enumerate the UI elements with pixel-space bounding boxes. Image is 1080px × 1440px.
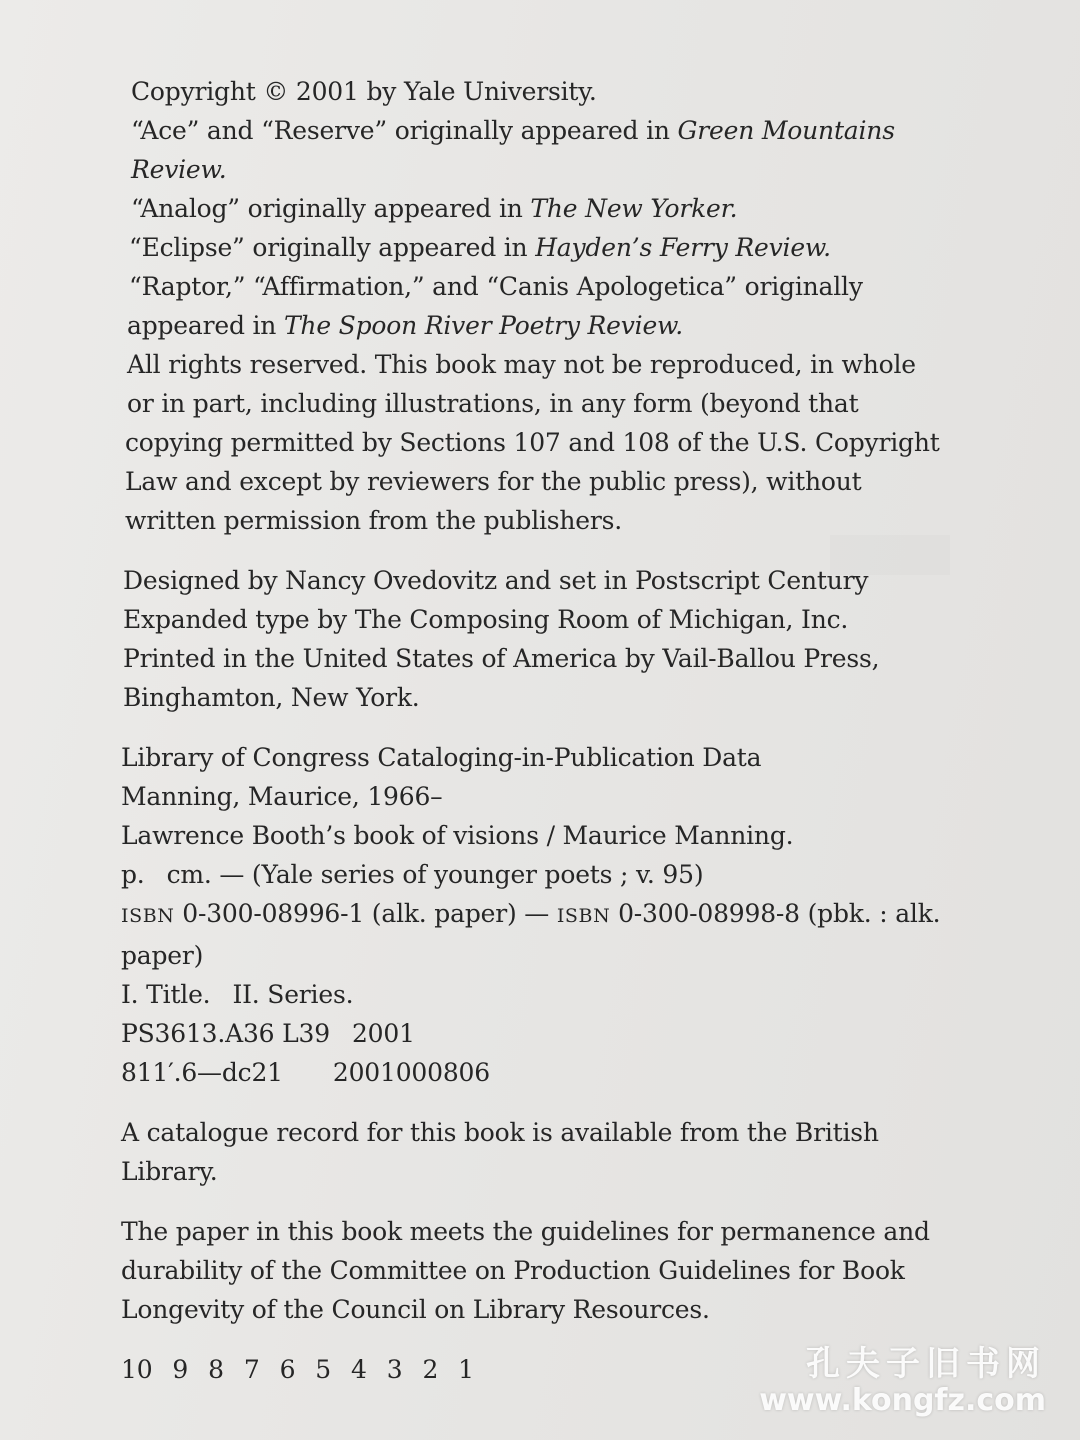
journal-green-mountains-cont: Review. bbox=[131, 155, 227, 184]
spacer bbox=[119, 1092, 919, 1113]
paper-line: Longevity of the Council on Library Resources. bbox=[121, 1295, 710, 1324]
printing-number: 4 bbox=[351, 1355, 367, 1384]
printing-number: 5 bbox=[315, 1355, 332, 1384]
paper-line: durability of the Committee on Production Guidelines for Book bbox=[121, 1256, 905, 1285]
cip-author: Manning, Maurice, 1966– bbox=[121, 782, 443, 811]
cip-lc-call: PS3613.A36 L39 2001 bbox=[121, 1019, 415, 1048]
printing-number: 3 bbox=[386, 1355, 403, 1384]
design-line: Binghamton, New York. bbox=[123, 683, 420, 712]
printing-number: 1 bbox=[458, 1355, 474, 1384]
analog-credit: “Analog” originally appeared in The New Yorker. bbox=[131, 194, 738, 223]
rights-line: All rights reserved. This book may not be reproduced, in whole bbox=[127, 350, 916, 379]
cip-dewey: 811′.6—dc21 2001000806 bbox=[121, 1058, 490, 1087]
copyright-line: Copyright © 2001 by Yale University. bbox=[131, 77, 597, 106]
design-line: Expanded type by The Composing Room of Michigan, Inc. bbox=[123, 605, 849, 634]
rights-line: Law and except by reviewers for the public press), without bbox=[125, 467, 862, 496]
ace-reserve-credit: “Ace” and “Reserve” originally appeared in Green Mountains bbox=[131, 116, 895, 145]
rights-line: written permission from the publishers. bbox=[125, 506, 623, 535]
printing-number: 10 bbox=[121, 1355, 153, 1384]
journal-green-mountains: Green Mountains bbox=[677, 116, 895, 145]
eclipse-credit: “Eclipse” originally appeared in Hayden’s Ferry Review. bbox=[129, 233, 831, 262]
cip-isbn-cont: paper) bbox=[121, 941, 204, 970]
cip-subjects: I. Title. II. Series. bbox=[121, 980, 354, 1009]
printing-number: 7 bbox=[243, 1355, 260, 1384]
paper-line: The paper in this book meets the guidelines for permanence and bbox=[121, 1217, 930, 1246]
spacer bbox=[119, 1191, 919, 1212]
spacer bbox=[119, 717, 919, 738]
printing-number: 2 bbox=[422, 1355, 439, 1384]
printing-number: 6 bbox=[279, 1355, 296, 1384]
british-library-line: Library. bbox=[121, 1157, 218, 1186]
journal-new-yorker: The New Yorker. bbox=[530, 194, 738, 223]
printing-number: 8 bbox=[208, 1355, 224, 1384]
watermark bbox=[759, 1336, 1046, 1418]
cip-title: Lawrence Booth’s book of visions / Maurice Manning. bbox=[121, 821, 794, 850]
design-line: Designed by Nancy Ovedovitz and set in Postscript Century bbox=[123, 566, 869, 595]
spacer bbox=[119, 540, 919, 561]
watermark-title: 孔夫子旧书网 bbox=[806, 1344, 1046, 1384]
rights-line: or in part, including illustrations, in any form (beyond that bbox=[127, 389, 859, 418]
journal-spoon-river: The Spoon River Poetry Review. bbox=[283, 311, 684, 340]
cip-isbn: ISBN 0-300-08996-1 (alk. paper) — ISBN 0-300-08998-8 (pbk. : alk. bbox=[121, 899, 941, 928]
design-line: Printed in the United States of America by Vail-Ballou Press, bbox=[123, 644, 880, 673]
raptor-credit: “Raptor,” “Affirmation,” and “Canis Apologetica” originally bbox=[129, 272, 863, 301]
rights-line: copying permitted by Sections 107 and 108 of the U.S. Copyright bbox=[125, 428, 940, 457]
printing-number: 9 bbox=[172, 1355, 189, 1384]
cip-series: p. cm. — (Yale series of younger poets ; v. 95) bbox=[121, 860, 704, 889]
watermark-url: www.kongfz.com bbox=[759, 1383, 1046, 1418]
british-library-line: A catalogue record for this book is available from the British bbox=[121, 1118, 879, 1147]
spoon-river-credit: appeared in The Spoon River Poetry Review. bbox=[127, 311, 684, 340]
cip-heading: Library of Congress Cataloging-in-Publication Data bbox=[121, 743, 762, 772]
journal-haydens-ferry: Hayden’s Ferry Review. bbox=[535, 233, 831, 262]
